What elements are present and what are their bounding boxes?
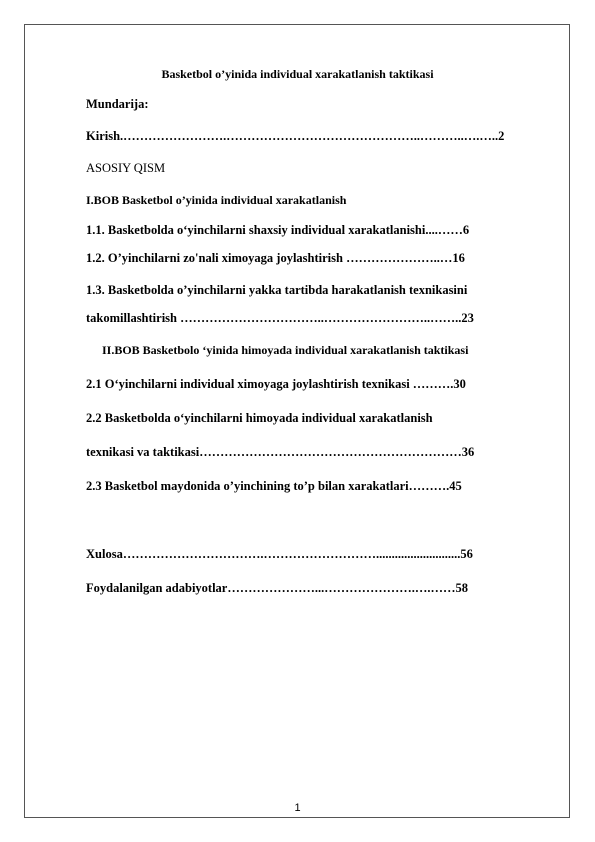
- toc-entry-1-3-line2: takomillashtirish ……………………………..……………………..……..23: [86, 311, 474, 325]
- document-title: Basketbol o’yinida individual xarakatlanish taktikasi: [161, 67, 434, 81]
- toc-entry-1-2: 1.2. O’yinchilarni zo'nali ximoyaga joylashtirish …………………..…16: [86, 251, 465, 265]
- toc-entry-1-3-line1: 1.3. Basketbolda o’yinchilarni yakka tartibda harakatlanish texnikasini: [86, 283, 468, 297]
- toc-entry-1-1: 1.1. Basketbolda o‘yinchilarni shaxsiy individual xarakatlanishi....……6: [86, 223, 470, 237]
- toc-entry-2-1: 2.1 O‘yinchilarni individual ximoyaga joylashtirish texnikasi ……….30: [86, 377, 466, 391]
- toc-entry-intro: Kirish.…………………….………………………………………..………..….…..2: [86, 129, 505, 143]
- toc-entry-2-3: 2.3 Basketbol maydonida o’yinchining to’p bilan xarakatlari……….45: [86, 479, 462, 493]
- page-number: 1: [294, 802, 301, 814]
- contents-heading: Mundarija:: [86, 97, 149, 111]
- toc-entry-conclusion: Xulosa…………………………….………………………...........................56: [86, 547, 473, 561]
- toc-entry-references: Foydalanilgan adabiyotlar…………………...………………….….……58: [86, 581, 468, 595]
- toc-chapter-2: II.BOB Basketbolo ‘yinida himoyada individual xarakatlanish taktikasi: [102, 343, 469, 357]
- toc-chapter-1: I.BOB Basketbol o’yinida individual xarakatlanish: [86, 193, 347, 207]
- toc-entry-2-2-line2: texnikasi va taktikasi………………………………………………………36: [86, 445, 475, 459]
- toc-entry-2-2-line1: 2.2 Basketbolda o‘yinchilarni himoyada individual xarakatlanish: [86, 411, 433, 425]
- toc-section-main: ASOSIY QISM: [86, 161, 166, 175]
